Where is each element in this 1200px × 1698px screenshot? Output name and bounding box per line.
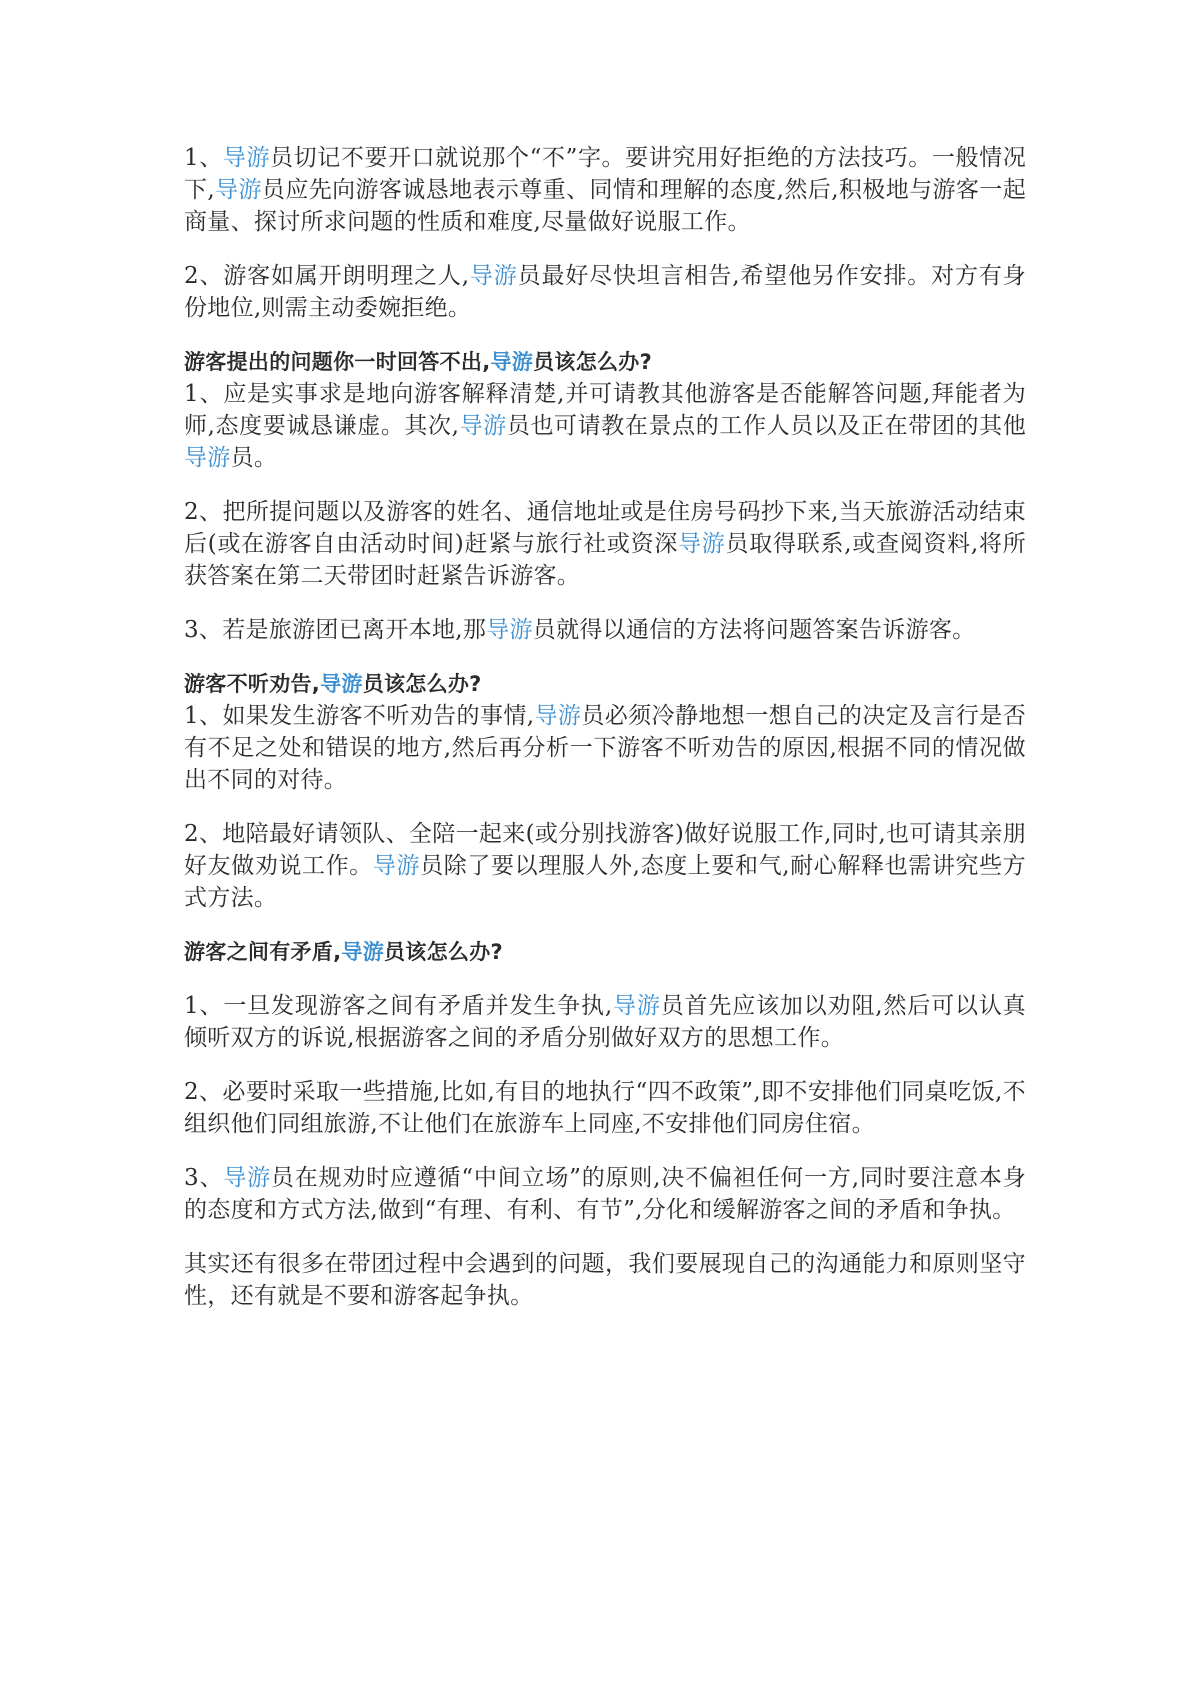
guide-link[interactable]: 导游 [534,703,582,729]
text-run: 员在规劝时应遵循“中间立场”的原则,决不偏袒任何一方,同时要注意本身的态度和方式方法,做到“有理、有利、有节”,分化和缓解游客之间的矛盾和争执。 [184,1165,1027,1223]
document-body [184,142,1026,1334]
guide-link[interactable]: 导游 [341,940,384,964]
paragraph [184,496,1026,592]
text-run: 1、 [184,145,223,171]
text-run: 2、游客如属开朗明理之人, [184,263,470,289]
text-run: 1、如果发生游客不听劝告的事情, [184,703,535,729]
text-run: 员应先向游客诚恳地表示尊重、同情和理解的态度,然后,积极地与游客一起商量、探讨所求问题的性质和难度,尽量做好说服工作。 [184,177,1026,235]
section-heading [184,936,1026,968]
text-run: 员首先应该加以劝阻,然后可以认真倾听双方的诉说,根据游客之间的矛盾分别做好双方的思想工作。 [184,993,1026,1051]
text-run: 1、一旦发现游客之间有矛盾并发生争执, [184,993,613,1019]
section-heading [184,668,1026,700]
text-run: 2、必要时采取一些措施,比如,有目的地执行“四不政策”,即不安排他们同桌吃饭,不组织他们同组旅游,不让他们在旅游车上同座,不安排他们同房住宿。 [184,1079,1026,1137]
paragraph [184,700,1026,796]
text-run: 游客之间有矛盾, [184,940,342,964]
text-run: 员。 [230,445,278,471]
text-run: 员取得联系,或查阅资料,将所获答案在第二天带团时赶紧告诉游客。 [184,531,1026,589]
guide-link[interactable]: 导游 [215,177,262,203]
guide-link[interactable]: 导游 [372,853,421,879]
paragraph [184,1162,1026,1226]
text-run: 员该怎么办? [384,940,503,964]
guide-link[interactable]: 导游 [459,413,507,439]
paragraph [184,378,1026,474]
guide-link[interactable]: 导游 [320,672,363,696]
guide-link[interactable]: 导游 [486,617,533,643]
text-run: 游客不听劝告, [184,672,321,696]
text-run: 3、 [184,1165,224,1191]
guide-link[interactable]: 导游 [222,145,271,171]
section-heading [184,346,1026,378]
paragraph [184,614,1026,646]
text-run: 2、把所提问题以及游客的姓名、通信地址或是住房号码抄下来,当天旅游活动结束后(或在游客自由活动时间)赶紧与旅行社或资深 [184,499,1026,557]
text-run: 员必须冷静地想一想自己的决定及言行是否有不足之处和错误的地方,然后再分析一下游客不听劝告的原因,根据不同的情况做出不同的对待。 [184,703,1026,793]
text-run: 员最好尽快坦言相告,希望他另作安排。对方有身份地位,则需主动委婉拒绝。 [184,263,1026,321]
text-run: 游客提出的问题你一时回答不出, [184,350,491,374]
paragraph [184,1248,1026,1312]
guide-link[interactable]: 导游 [184,445,231,471]
guide-link[interactable]: 导游 [612,993,661,1019]
text-run: 2、地陪最好请领队、全陪一起来(或分别找游客)做好说服工作,同时,也可请其亲朋好友做劝说工作。 [184,821,1026,879]
paragraph [184,142,1026,238]
text-run: 员除了要以理服人外,态度上要和气,耐心解释也需讲究些方式方法。 [184,853,1026,911]
guide-link[interactable]: 导游 [490,350,534,374]
paragraph [184,260,1026,324]
text-run: 其实还有很多在带团过程中会遇到的问题，我们要展现自己的沟通能力和原则坚守性，还有就是不要和游客起争执。 [184,1251,1026,1309]
text-run: 3、若是旅游团已离开本地,那 [184,617,487,643]
text-run: 员该怎么办? [533,350,653,374]
text-run: 员也可请教在景点的工作人员以及正在带团的其他 [506,413,1026,439]
text-run: 员该怎么办? [362,672,482,696]
guide-link[interactable]: 导游 [223,1165,271,1191]
paragraph [184,818,1026,914]
text-run: 员切记不要开口就说那个“不”字。要讲究用好拒绝的方法技巧。一般情况下, [184,145,1027,203]
paragraph [184,1076,1026,1140]
guide-link[interactable]: 导游 [469,263,518,289]
text-run: 员就得以通信的方法将问题答案告诉游客。 [532,617,976,643]
guide-link[interactable]: 导游 [678,531,726,557]
paragraph [184,990,1026,1054]
text-run: 1、应是实事求是地向游客解释清楚,并可请教其他游客是否能解答问题,拜能者为师,态度要诚恳谦虚。其次, [184,381,1026,439]
